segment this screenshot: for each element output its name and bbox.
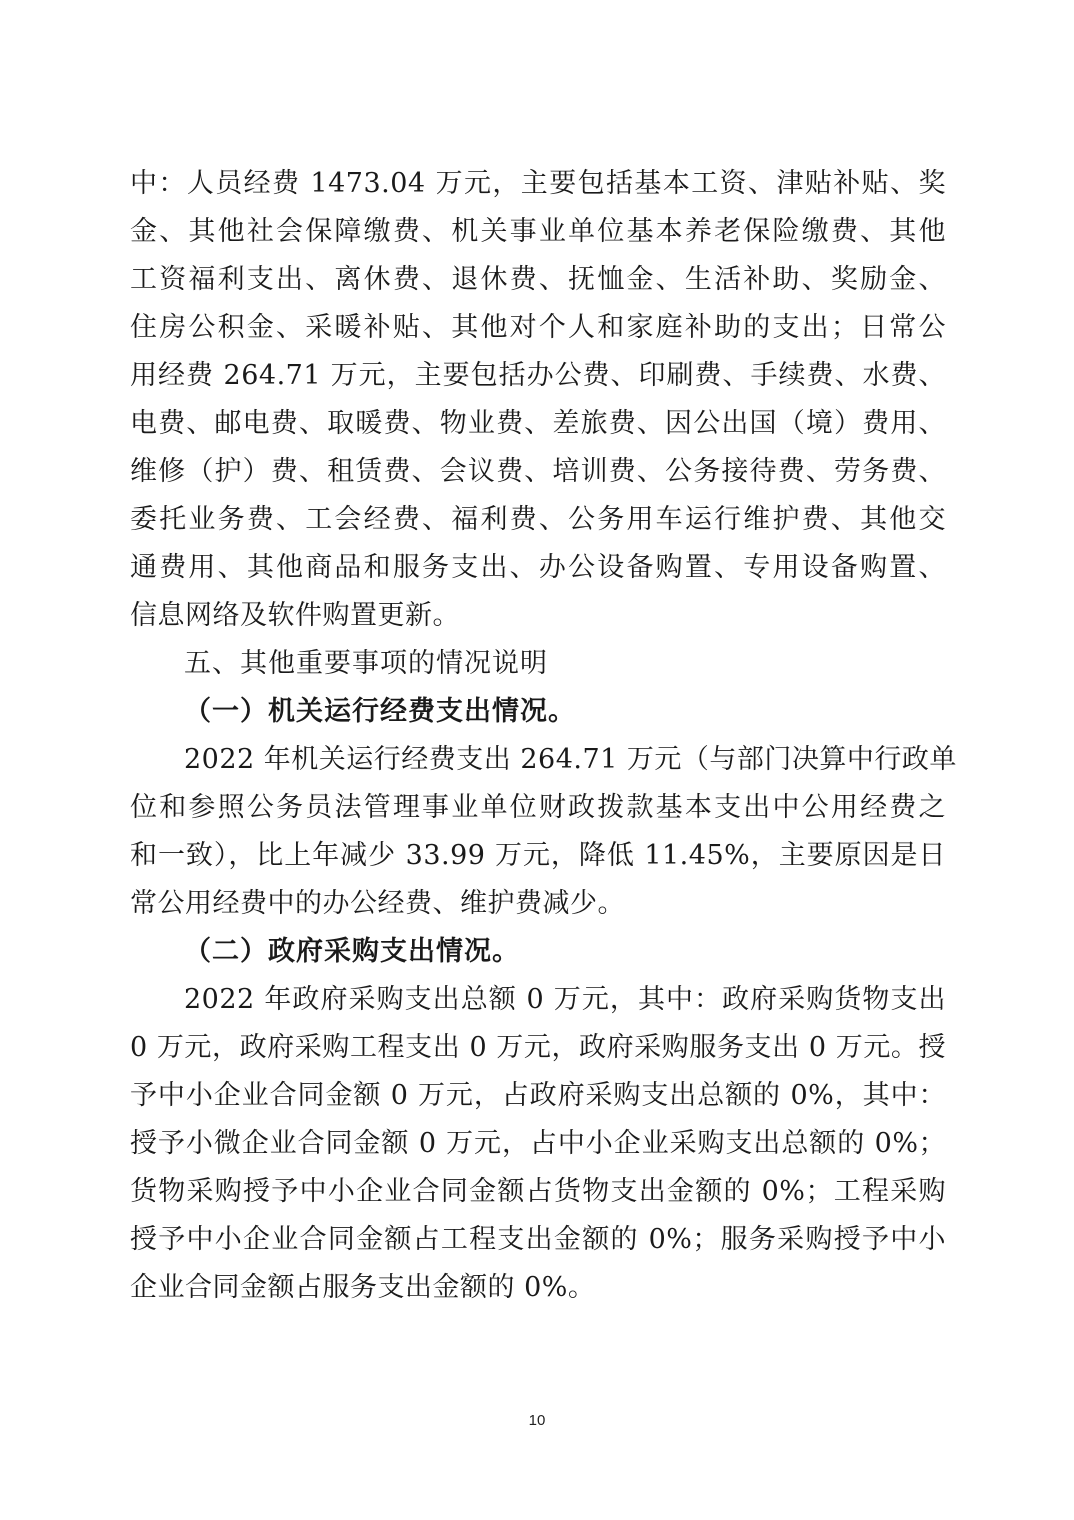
paragraph-line: 货物采购授予中小企业合同金额占货物支出金额的 0%；工程采购 [130,1176,946,1207]
subsection-heading: （二）政府采购支出情况。 [184,936,520,967]
paragraph-line: 授予中小企业合同金额占工程支出金额的 0%；服务采购授予中小 [130,1224,946,1255]
page-number: 10 [528,1412,546,1429]
section-heading: 五、其他重要事项的情况说明 [184,648,548,679]
paragraph-line: 住房公积金、采暖补贴、其他对个人和家庭补助的支出；日常公 [130,312,946,343]
paragraph-line: 维修（护）费、租赁费、会议费、培训费、公务接待费、劳务费、 [130,456,946,487]
subsection-heading: （一）机关运行经费支出情况。 [184,696,576,727]
paragraph-line: 2022 年政府采购支出总额 0 万元，其中：政府采购货物支出 [184,984,946,1015]
paragraph-line: 和一致），比上年减少 33.99 万元，降低 11.45%，主要原因是日 [130,840,946,871]
paragraph-line: 位和参照公务员法管理事业单位财政拨款基本支出中公用经费之 [130,792,946,823]
paragraph-line: 信息网络及软件购置更新。 [130,600,460,631]
paragraph-line: 委托业务费、工会经费、福利费、公务用车运行维护费、其他交 [130,504,946,535]
paragraph-line: 0 万元，政府采购工程支出 0 万元，政府采购服务支出 0 万元。授 [130,1032,946,1063]
paragraph-line: 中：人员经费 1473.04 万元，主要包括基本工资、津贴补贴、奖 [130,168,946,199]
paragraph-line: 常公用经费中的办公经费、维护费减少。 [130,888,625,919]
paragraph-line: 金、其他社会保障缴费、机关事业单位基本养老保险缴费、其他 [130,216,946,247]
paragraph-line: 工资福利支出、离休费、退休费、抚恤金、生活补助、奖励金、 [130,264,946,295]
paragraph-line: 授予小微企业合同金额 0 万元，占中小企业采购支出总额的 0%； [130,1128,946,1159]
paragraph-line: 电费、邮电费、取暖费、物业费、差旅费、因公出国（境）费用、 [130,408,946,439]
paragraph-line: 企业合同金额占服务支出金额的 0%。 [130,1272,596,1303]
paragraph-line: 用经费 264.71 万元，主要包括办公费、印刷费、手续费、水费、 [130,360,946,391]
paragraph-line: 2022 年机关运行经费支出 264.71 万元（与部门决算中行政单 [184,744,957,775]
paragraph-line: 通费用、其他商品和服务支出、办公设备购置、专用设备购置、 [130,552,946,583]
paragraph-line: 予中小企业合同金额 0 万元，占政府采购支出总额的 0%，其中： [130,1080,946,1111]
